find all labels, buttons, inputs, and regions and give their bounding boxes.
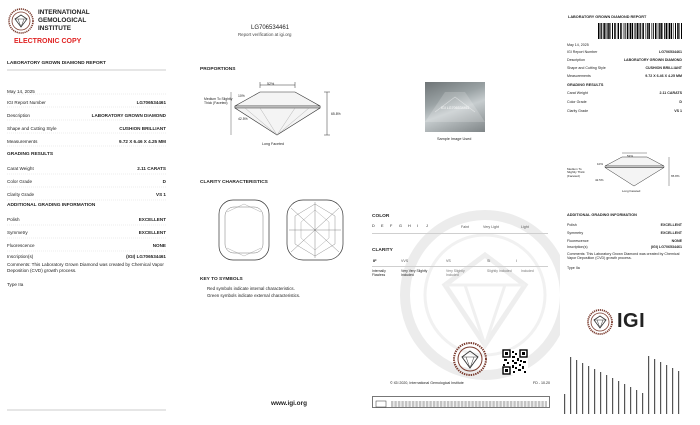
color-letter: G	[399, 224, 402, 228]
copyright-text: © IGI 2020, International Gemological Institute	[390, 381, 464, 385]
culet-label: Long Faceted	[262, 142, 284, 146]
clarity-sub-i: Included	[521, 269, 534, 273]
clarity-i-label: I	[516, 259, 517, 263]
clarity-sub-si: Slightly Included	[487, 269, 512, 273]
report-code-header: LG706534461	[251, 25, 290, 31]
right-report-date: May 14, 2025	[567, 43, 589, 47]
color-light-label: Light	[521, 225, 529, 229]
key-to-symbols-title: KEY TO SYMBOLS	[200, 277, 243, 282]
color-letter: H	[408, 224, 411, 228]
sample-diamond-image	[425, 82, 485, 132]
clarity-characteristics-title: CLARITY CHARACTERISTICS	[200, 180, 268, 185]
clarity-scale-title: CLARITY	[372, 248, 393, 253]
crown-percent: 10%	[238, 94, 245, 98]
org-name-line1: INTERNATIONAL	[38, 9, 90, 16]
bottom-seal-icon	[453, 342, 487, 376]
color-letter: I	[417, 224, 419, 228]
report-page: INTERNATIONAL GEMOLOGICAL INSTITUTE ELECTRONIC COPY LABORATORY GROWN DIAMOND REPORT May 14, 2025 IGI Report Number LG706534461 Description LABORATORY GROWN DIAMOND Shape and Cutting Style CUSHION BRILLIANT Measurements 9.72 X 6.46 X 4.25 MM GRADING RESULTS Carat Weight 2.11 CARATS Color Grade D Clarity Grade VS 1 ADDITIONAL GRADING INFORMATION Polish EXCELLENT Symmetry EXCELLENT Fluorescence NONE Inscription(s) (IGI) LG706534461 Comments: This Laboratory Grown Diamond was created by Chemical Vapor Deposition (CVD) growth process. Type IIa LG706534461 Report verification at igi.org PROPORTIONS 52% Medium To Slightly Thick (Faceted) 10% 42.5% 65.8% Long Faceted IGI LG706534461 Sample Image Used CLARITY CHARACTERISTICS KEY TO SYMBOLS Red symbols indicate internal characteristics. Green symbols indicate external characteristics. COLOR D E F G H I J Faint Very Light Light CLARITY IF VVS VS SI I Internally Flawless Very Very Slightly Included Very Slightly Included Slightly Included Included © IGI 2020, International Gemological Institute FD - 10.20 www.igi.org LABORATORY GROWN DIAMOND REPORT May 14, 2025 IGI Report Number LG706534461 Description LABORATORY GROWN DIAMOND Shape and Cutting Style CUSHION BRILLIANT Measurements 9.72 X 6.46 X 4.25 MM GRADING RESULTS Carat Weight 2.11 CARATS Color Grade D Clarity Grade VS 1 52% Medium To Slightly Thick (Faceted) 10% 42.5% 65.8% Long Faceted ADDITIONAL GRADING INFORMATION Polish EXCELLENT Symmetry EXCELLENT Fluorescence NONE Inscription(s) (IGI) LG706534461 Comments: This Laboratory Grown Diamond was created by Chemical Vapor Deposition (CVD) growth process. Type IIa IGI	[0, 0, 700, 425]
color-scale-rule	[372, 233, 548, 234]
color-letter: F	[390, 224, 393, 228]
grading-results-title: GRADING RESULTS	[7, 152, 54, 157]
clarity-sub-vs: Very Slightly Included	[446, 269, 465, 277]
clarity-plot-diagram	[215, 198, 350, 263]
pavilion-percent: 42.5%	[238, 117, 248, 121]
igi-logo-text: IGI	[617, 310, 646, 332]
report-type-title: LABORATORY GROWN DIAMOND REPORT	[7, 61, 106, 66]
igi-logo-seal-icon	[587, 309, 613, 335]
clarity-vs-label: VS	[446, 259, 451, 263]
right-additional-title: ADDITIONAL GRADING INFORMATION	[567, 213, 637, 217]
clarity-scale-rule	[372, 266, 548, 267]
right-grading-title: GRADING RESULTS	[567, 83, 604, 87]
clarity-si-label: SI	[487, 259, 491, 263]
proportions-title: PROPORTIONS	[200, 67, 236, 72]
right-depth-percent: 65.8%	[671, 174, 680, 178]
color-very-light-label: Very Light	[483, 225, 499, 229]
key-internal-text: Red symbols indicate internal characteristics.	[207, 286, 295, 291]
color-letter: J	[426, 224, 428, 228]
key-external-text: Green symbols indicate external characteristics.	[207, 293, 301, 298]
color-faint-label: Faint	[461, 225, 469, 229]
electronic-copy-label: ELECTRONIC COPY	[14, 38, 82, 45]
right-micro-print-block	[560, 340, 688, 416]
right-pavilion-percent: 42.5%	[595, 178, 604, 182]
comments-text: Comments: This Laboratory Grown Diamond was created by Chemical Vapor Deposition (CVD) growth process.	[7, 262, 164, 273]
table-percent: 52%	[267, 82, 275, 86]
verification-text: Report verification at igi.org	[238, 32, 292, 37]
right-diamond-type: Type IIa	[567, 266, 580, 270]
right-crown-percent: 10%	[597, 162, 604, 166]
igi-seal-icon	[8, 8, 34, 34]
sample-image-caption: Sample Image Used	[437, 137, 472, 141]
diamond-type: Type IIa	[7, 282, 24, 287]
girdle-label: Medium To Slightly Thick (Faceted)	[204, 97, 233, 105]
org-name-line2: GEMOLOGICAL	[38, 17, 87, 24]
right-table-percent: 52%	[627, 154, 634, 158]
right-report-type: LABORATORY GROWN DIAMOND REPORT	[568, 15, 647, 19]
right-comments-text: Comments: This Laboratory Grown Diamond was created by Chemical Vapor Deposition (CVD) growth process.	[567, 252, 680, 261]
clarity-if-label: IF	[373, 258, 377, 263]
clarity-sub-vvs: Very Very Slightly Included	[401, 269, 428, 277]
color-letter: E	[381, 224, 384, 228]
right-barcode	[598, 23, 682, 39]
color-scale-title: COLOR	[372, 214, 390, 219]
right-culet-label: Long Faceted	[622, 189, 641, 193]
clarity-sub-if: Internally Flawless	[372, 269, 386, 277]
left-column-rules	[7, 56, 167, 416]
org-name-line3: INSTITUTE	[38, 25, 72, 32]
clarity-vvs-label: VVS	[401, 259, 409, 263]
color-scale-letters	[372, 225, 442, 231]
right-girdle-label: Medium To Slightly Thick (Faceted)	[567, 167, 585, 178]
depth-percent: 65.8%	[331, 112, 341, 116]
bottom-security-strip	[372, 396, 550, 408]
additional-info-title: ADDITIONAL GRADING INFORMATION	[7, 203, 96, 208]
website-text: www.igi.org	[271, 400, 307, 407]
sample-image-overlay-text: IGI LG706534461	[441, 106, 470, 110]
form-code: FD - 10.20	[533, 381, 550, 385]
color-letter: D	[372, 224, 375, 228]
qr-code-icon	[502, 349, 528, 375]
report-date: May 14, 2025	[7, 89, 35, 94]
